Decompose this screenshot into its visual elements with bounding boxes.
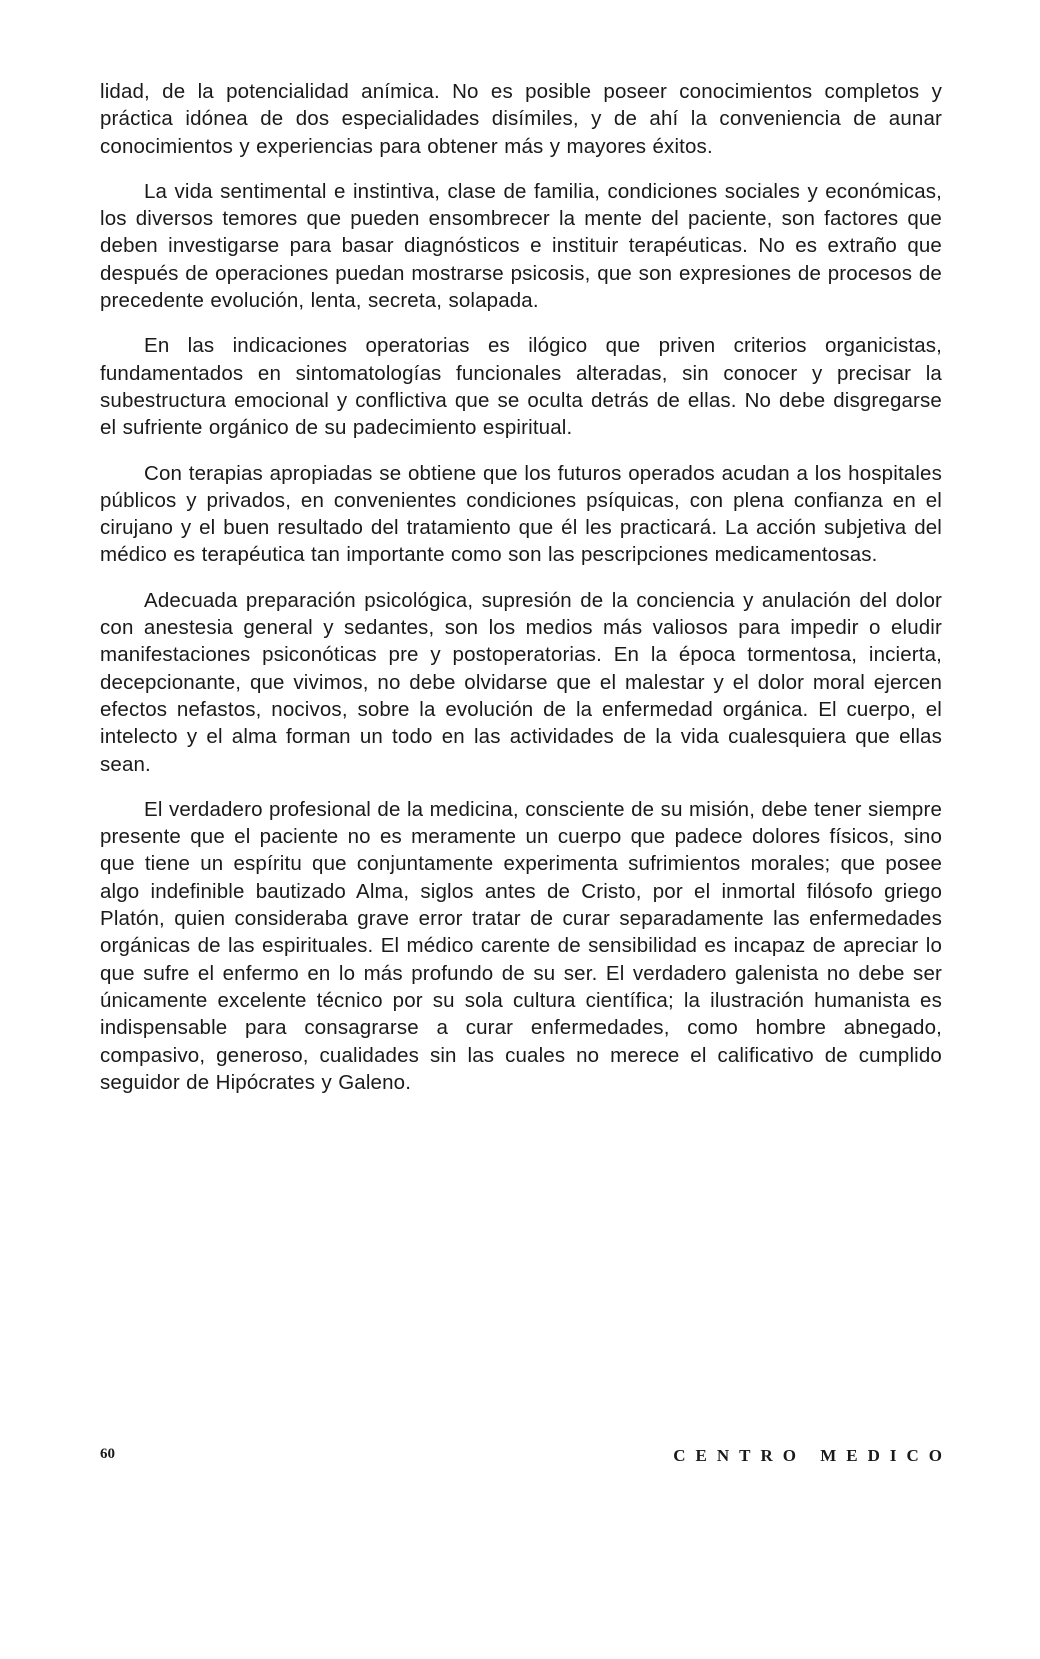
paragraph-true-professional: El verdadero profesional de la medicina, consciente de su misión, debe tener siempre presente que el paciente no es meramente un cuerpo que padece dolores físicos, sino que tiene un espíritu que conjuntamente experimenta sufrimientos morales; que posee algo indefinible bautizado Alma, siglos antes de Cristo, por el inmortal filósofo griego Platón, quien consideraba grave error tratar de curar separadamente las enfermedades orgánicas de las espirituales. El médico carente de sensibilidad es incapaz de apreciar lo que sufre el enfermo en lo más profundo de su ser. El verdadero galenista no debe ser únicamente excelente técnico por su sola cultura científica; la ilustración humanista es indispensable para consagrarse a curar enfermedades, como hombre abnegado, compasivo, generoso, cualidades sin las cuales no merece el calificativo de cumplido seguidor de Hipócrates y Galeno. (100, 797, 942, 1094)
paragraph-continuation: lidad, de la potencialidad anímica. No es posible poseer conocimientos completos y práctica idónea de dos especialidades disímiles, y de ahí la conveniencia de aunar conocimientos y experiencias para obtener más y mayores éxitos. (100, 80, 942, 158)
paragraph-sentimental-life: La vida sentimental e instintiva, clase de familia, condiciones sociales y económicas, los diversos temores que pueden ensombrecer la mente del paciente, son factores que deben investigarse para basar diagnósticos e instituir terapéuticas. No es extraño que después de operaciones puedan mostrarse psicosis, que son expresiones de procesos de precedente evolución, lenta, secreta, solapada. (100, 179, 942, 313)
paragraph-appropriate-therapies: Con terapias apropiadas se obtiene que los futuros operados acudan a los hospitales públicos y privados, en convenientes condiciones psíquicas, con plena confianza en el cirujano y el buen resultado del tratamiento que él les practicará. La acción subjetiva del médico es terapéutica tan importante como son las pescripciones medicamentosas. (100, 461, 942, 567)
page-body (100, 78, 942, 1114)
page-footer (100, 1446, 952, 1470)
page-number: 60 (100, 1446, 115, 1462)
paragraph-operative-indications: En las indicaciones operatorias es ilógico que priven criterios organicistas, fundamentados en sintomatologías funcionales alteradas, sin conocer y precisar la subestructura emocional y conflictiva que se oculta detrás de ellas. No debe disgregarse el sufriente orgánico de su padecimiento espiritual. (100, 334, 942, 440)
paragraph-psychological-preparation: Adecuada preparación psicológica, supresión de la conciencia y anulación del dolor con anestesia general y sedantes, son los medios más valiosos para impedir o eludir manifestaciones psiconóticas pre y postoperatorias. En la época tormentosa, incierta, decepcionante, que vivimos, no debe olvidarse que el malestar y el dolor moral ejercen efectos nefastos, nocivos, sobre la evolución de la enfermedad orgánica. El cuerpo, el intelecto y el alma forman un todo en las actividades de la vida cualesquiera que ellas sean. (100, 588, 942, 776)
journal-name: CENTRO MEDICO (673, 1446, 952, 1465)
